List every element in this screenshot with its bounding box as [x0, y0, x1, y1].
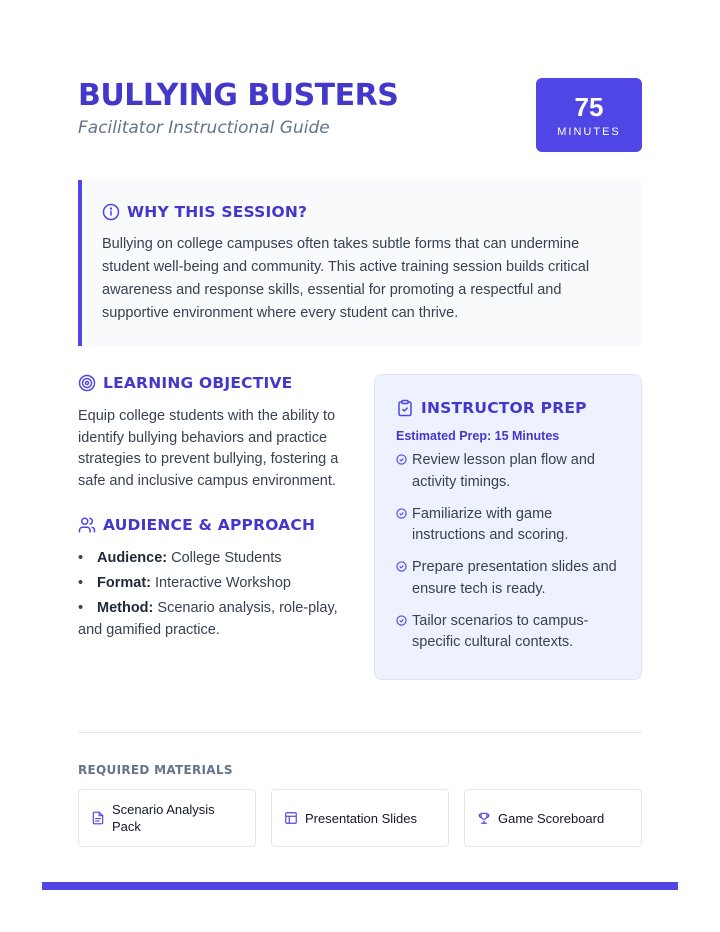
list-item: • Audience: College Students	[78, 550, 282, 566]
check-circle-icon	[396, 505, 412, 547]
objective-heading	[78, 374, 342, 392]
page-subtitle: Facilitator Instructional Guide	[78, 118, 330, 138]
duration-unit: MINUTES	[557, 126, 621, 138]
page-title: BULLYING BUSTERS	[78, 78, 399, 113]
prep-title: INSTRUCTOR PREP	[421, 399, 587, 417]
material-name: Presentation Slides	[305, 810, 418, 826]
audience-heading	[78, 516, 342, 534]
list-item: • Format: Interactive Workshop	[78, 575, 291, 591]
header	[78, 78, 642, 152]
list-item: Review lesson plan flow and activity timings.	[396, 450, 621, 493]
why-section	[78, 180, 642, 346]
objective-title: LEARNING OBJECTIVE	[103, 374, 293, 392]
clipboard-check-icon	[396, 399, 414, 417]
audience-list	[78, 548, 342, 641]
material-card	[78, 789, 256, 847]
left-column	[78, 374, 342, 645]
material-name: Scenario Analysis Pack	[112, 802, 215, 834]
target-icon	[78, 374, 96, 392]
audience-title: AUDIENCE & APPROACH	[103, 516, 316, 534]
prep-list	[396, 450, 621, 654]
check-circle-icon	[396, 558, 412, 600]
list-item: Familiarize with game instructions and scoring.	[396, 504, 621, 547]
objective-body: Equip college students with the ability to identify bullying behaviors and practice strategies to prevent bullying, fostering a safe and inclusive campus environment.	[78, 408, 339, 489]
list-item: • Method: Scenario analysis, role-play, and gamified practice.	[78, 600, 338, 638]
document-icon	[91, 811, 105, 825]
materials-list	[78, 789, 642, 847]
list-item: Tailor scenarios to campus-specific cultural contexts.	[396, 611, 621, 654]
why-heading	[102, 203, 620, 221]
material-card	[271, 789, 449, 847]
duration-value: 75	[574, 92, 604, 122]
material-card	[464, 789, 642, 847]
info-icon	[102, 203, 120, 221]
why-body: Bullying on college campuses often takes subtle forms that can undermine student well-being and community. This active training session builds critical awareness and response skills, essential for promoting a respectful and supportive environment where every student can thrive.	[102, 236, 590, 321]
trophy-icon	[477, 811, 491, 825]
layout-icon	[284, 811, 298, 825]
prep-heading	[396, 399, 621, 417]
divider	[78, 732, 642, 733]
list-item: Prepare presentation slides and ensure tech is ready.	[396, 557, 621, 600]
instructor-prep-panel	[374, 374, 642, 680]
check-circle-icon	[396, 612, 412, 654]
material-name: Game Scoreboard	[498, 810, 605, 826]
prep-estimate: Estimated Prep: 15 Minutes	[396, 429, 560, 443]
materials-label: REQUIRED MATERIALS	[78, 763, 233, 777]
check-circle-icon	[396, 451, 412, 493]
footer-bar	[42, 882, 678, 890]
duration-badge	[536, 78, 642, 152]
why-title: WHY THIS SESSION?	[127, 203, 308, 221]
users-icon	[78, 516, 96, 534]
